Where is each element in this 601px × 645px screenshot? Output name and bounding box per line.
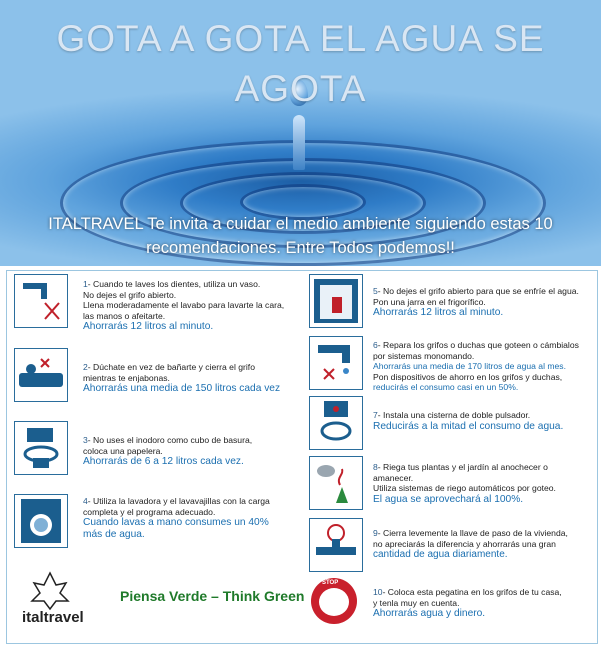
- valve-icon: [309, 518, 363, 572]
- hero-subtitle-line1: ITALTRAVEL Te invita a cuidar el medio ambiente siguiendo estas 10: [48, 215, 553, 233]
- tip-number: 6: [373, 340, 378, 350]
- tip-saving: Ahorrarás de 6 a 12 litros cada vez.: [83, 456, 244, 467]
- tip-7: [373, 410, 595, 433]
- tip-1: [83, 279, 293, 333]
- washing-machine-icon: [14, 494, 68, 548]
- tip-number: 10: [373, 587, 383, 597]
- tip-number: 5: [373, 286, 378, 296]
- dripping-tap-icon: [309, 336, 363, 390]
- tip-saving: Reducirás a la mitad el consumo de agua.: [373, 420, 564, 432]
- tip-text: - Riega tus plantas y el jardín al anochecer o: [377, 462, 548, 472]
- tip-text: - Repara los grifos o duchas que goteen o cámbialos: [377, 340, 579, 350]
- tip-text: - Dúchate en vez de bañarte y cierra el grifo: [87, 362, 255, 372]
- hero-subtitle: [0, 212, 601, 260]
- tip-text: Ahorrarás una media de 170 litros de agua al mes.: [373, 361, 566, 371]
- tip-saving: Ahorrarás 12 litros al minuto.: [373, 307, 504, 318]
- tip-10: [373, 587, 595, 620]
- hero-title-line2: AGOTA: [234, 68, 367, 109]
- tip-text: las manos o afeitarte.: [83, 310, 166, 321]
- tip-text: por sistemas monomando.: [373, 350, 475, 361]
- tips-panel: [0, 266, 601, 645]
- hero-banner: [0, 0, 601, 266]
- watering-can-icon: [309, 456, 363, 510]
- tip-text: amanecer.: [373, 472, 414, 483]
- tip-3: [83, 435, 293, 468]
- tip-text: reducirás el consumo casi en un 50%.: [373, 382, 519, 392]
- tip-text: - Instala una cisterna de doble pulsador.: [377, 410, 531, 420]
- tip-number: 9: [373, 528, 378, 538]
- tip-number: 8: [373, 462, 378, 472]
- tip-number: 2: [83, 362, 88, 372]
- tip-number: 4: [83, 496, 88, 506]
- tip-9: [373, 528, 595, 561]
- tip-2: [83, 362, 301, 395]
- tip-saving: Ahorrarás agua y dinero.: [373, 608, 486, 619]
- tip-text: Pon una jarra en el frigorífico.: [373, 296, 486, 307]
- tip-text: Llena moderadamente el lavabo para lavarte la cara,: [83, 300, 285, 310]
- tip-text: coloca una papelera.: [83, 445, 163, 456]
- tip-text: No dejes el grifo abierto.: [83, 289, 177, 300]
- tip-number: 7: [373, 410, 378, 420]
- tagline: Piensa Verde – Think Green: [120, 588, 305, 604]
- tip-text: completa y el programa adecuado.: [83, 506, 216, 517]
- stop-sticker-icon: [311, 578, 357, 624]
- tip-text: y tenla muy en cuenta.: [373, 597, 460, 608]
- tip-text: mientras te enjabonas.: [83, 372, 170, 383]
- tip-text: - No dejes el grifo abierto para que se enfríe el agua.: [377, 286, 579, 296]
- tip-text: cantidad de agua diariamente.: [373, 549, 508, 560]
- tip-text: Utiliza sistemas de riego automáticos por goteo.: [373, 483, 556, 493]
- tip-saving: Ahorrarás una media de 150 litros cada vez: [83, 383, 281, 394]
- tip-8: [373, 462, 595, 506]
- tip-text: - Cierra levemente la llave de paso de la vivienda,: [377, 528, 568, 538]
- hero-title-line1: GOTA A GOTA EL AGUA SE: [56, 18, 545, 59]
- tip-6: [373, 340, 595, 393]
- tip-text: - Cuando te laves los dientes, utiliza un vaso.: [87, 279, 261, 289]
- hero-title: [0, 14, 601, 114]
- tip-text: - Coloca esta pegatina en los grifos de tu casa,: [382, 587, 562, 597]
- tip-text: - No uses el inodoro como cubo de basura,: [87, 435, 253, 445]
- tip-saving: Cuando lavas a mano consumes un 40%: [83, 517, 269, 528]
- tip-text: - Utiliza la lavadora y el lavavajillas con la carga: [87, 496, 270, 506]
- tip-saving: más de agua.: [83, 529, 145, 540]
- fridge-jug-icon: [309, 274, 363, 328]
- logo-text: italtravel: [22, 609, 84, 626]
- tip-text: Pon dispositivos de ahorro en los grifos y duchas,: [373, 371, 563, 382]
- tap-toothbrush-icon: [14, 274, 68, 328]
- toilet-icon: [14, 421, 68, 475]
- tip-text: no apreciarás la diferencia y ahorrarás una gran: [373, 538, 556, 549]
- sticker-text: STOP: [322, 580, 339, 586]
- splash-column: [293, 115, 305, 170]
- italtravel-logo: [22, 571, 117, 631]
- tip-saving: El agua se aprovechará al 100%.: [373, 493, 524, 505]
- cistern-icon: [309, 396, 363, 450]
- hero-subtitle-line2: recomendaciones. Entre Todos podemos!!: [146, 239, 455, 257]
- tip-5: [373, 286, 595, 319]
- tip-saving: Ahorrarás 12 litros al minuto.: [83, 321, 214, 332]
- tip-number: 3: [83, 435, 88, 445]
- bathtub-icon: [14, 348, 68, 402]
- tip-4: [83, 496, 298, 541]
- tip-number: 1: [83, 279, 88, 289]
